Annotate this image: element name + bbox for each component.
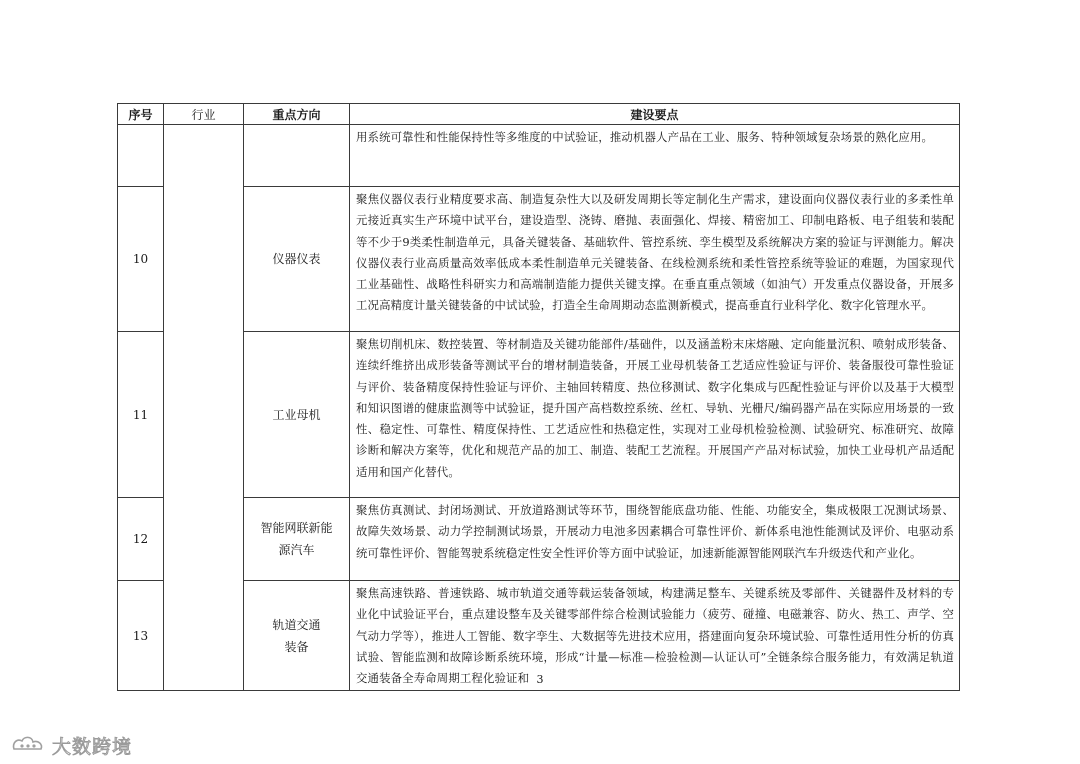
industry-table: [117, 103, 960, 691]
row-content: 聚焦切削机床、数控装置、等材制造及关键功能部件/基础件，以及涵盖粉末床熔融、定向能量沉积、喷射成形装备、连续纤维挤出成形装备等测试平台的增材制造装备，开展工业母机装备工艺适应性验证与评价、装备服役可靠性验证与评价、装备精度保持性验证与评价、主轴回转精度、热位移测试、数字化集成与匹配性验证与评价以及基于大模型和知识图谱的健康监测等中试验证，提升国产高档数控系统、丝杠、导轨、光栅尺/编码器产品在实际应用场景的一致性、稳定性、可靠性、精度保持性、工艺适应性和热稳定性，实现对工业母机检验检测、试验研究、标准研究、故障诊断和解决方案等，优化和规范产品的加工、制造、装配工艺流程。开展国产产品对标试验，加快工业母机产品适配适用和国产化替代。: [350, 332, 960, 498]
header-direction: 重点方向: [244, 104, 350, 125]
direction-line: 源汽车: [278, 543, 315, 557]
direction-line: 装备: [284, 639, 309, 654]
row-number: [118, 125, 164, 187]
industry-cell: [164, 125, 244, 691]
row-content: 聚焦高速铁路、普速铁路、城市轨道交通等载运装备领域，构建满足整车、关键系统及零部件、关键器件及材料的专业化中试验证平台，重点建设整车及关键零部件综合检测试验能力（疲劳、碰撞、电磁兼容、防火、热工、声学、空气动力学等），推进人工智能、数字孪生、大数据等先进技术应用，搭建面向复杂环境试验、可靠性适用性分析的仿真试验、智能监测和故障诊断系统环境，形成“计量—标准—检验检测—认证认可”全链条综合服务能力，有效满足轨道交通装备全寿命周期工程化验证和: [350, 581, 960, 691]
row-number: 12: [118, 498, 164, 581]
table-row: [118, 125, 960, 187]
watermark: [10, 730, 132, 760]
cloud-logo-icon: [10, 733, 46, 757]
row-direction: [244, 498, 350, 581]
watermark-text: 大数跨境: [52, 735, 133, 758]
row-number: 11: [118, 332, 164, 498]
header-industry: 行业: [164, 104, 244, 125]
header-key-points: 建设要点: [350, 104, 960, 125]
row-content: 聚焦仿真测试、封闭场测试、开放道路测试等环节，围绕智能底盘功能、性能、功能安全，集成极限工况测试场景、故障失效场景、动力学控制测试场景，开展动力电池多因素耦合可靠性评价、新体系电池性能测试及评价、电驱动系统可靠性评价、智能驾驶系统稳定性安全性评价等方面中试验证，加速新能源智能网联汽车升级迭代和产业化。: [350, 498, 960, 581]
row-direction: 工业母机: [244, 332, 350, 498]
direction-line: 轨道交通: [272, 617, 321, 632]
row-direction: 仪器仪表: [244, 187, 350, 332]
table-row: [118, 498, 960, 581]
page-number: 3: [536, 673, 544, 686]
row-number: 13: [118, 581, 164, 691]
direction-line: 智能网联新能: [260, 521, 333, 535]
row-direction: [244, 125, 350, 187]
header-index: 序号: [118, 104, 164, 125]
row-number: 10: [118, 187, 164, 332]
table-row: [118, 187, 960, 332]
table-header-row: [118, 104, 960, 125]
row-content: 聚焦仪器仪表行业精度要求高、制造复杂性大以及研发周期长等定制化生产需求，建设面向仪器仪表行业的多柔性单元接近真实生产环境中试平台，建设造型、浇铸、磨抛、表面强化、焊接、精密加工、印制电路板、电子组装和装配等不少于9类柔性制造单元，具备关键装备、基础软件、管控系统、孪生模型及系统解决方案的验证与评测能力。解决仪器仪表行业高质量高效率低成本柔性制造单元关键装备、在线检测系统和柔性管控系统等验证的难题，为国家现代工业基础性、战略性科研实力和高端制造能力提供关键支撑。在垂直重点领域（如油气）开发重点仪器设备，开展多工况高精度计量关键装备的中试试验，打造全生命周期动态监测新模式，提高垂直行业科学化、数字化管理水平。: [350, 187, 960, 332]
table-row: [118, 332, 960, 498]
row-content: 用系统可靠性和性能保持性等多维度的中试验证，推动机器人产品在工业、服务、特种领域复杂场景的熟化应用。: [350, 125, 960, 187]
